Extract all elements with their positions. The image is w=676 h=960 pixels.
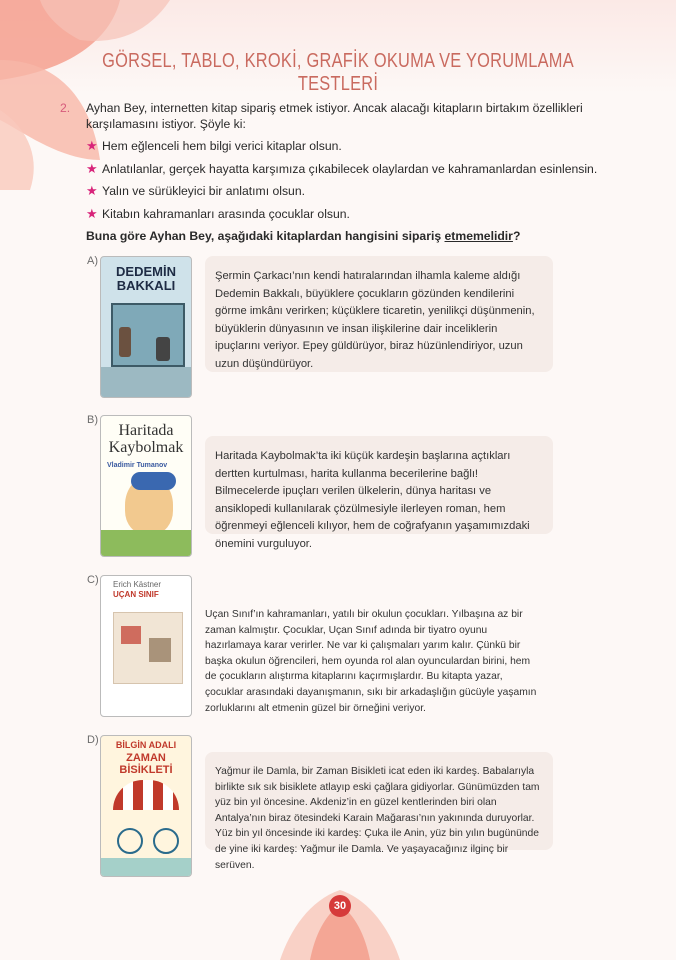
criteria-list (86, 138, 626, 228)
star-icon: ★ (86, 138, 98, 153)
cover-author: BİLGİN ADALI (115, 740, 177, 750)
option-a-description: Şermin Çarkacı’nın kendi hatıralarından ilhamla kaleme aldığı Dedemin Bakkalı, büyüklere çocukların gözünden kendilerini görme imkânı verirken; küçüklere ticaretin, yenilikçi düşünmenin, büyüklerin dünyasının ve insan ilişkilerine dair inceliklerin ipuçlarını veriyor. Epey güldürüyor, biraz hüzünlendiriyor, uzun uzun düşündürüyor. (205, 256, 553, 372)
option-d-description: Yağmur ile Damla, bir Zaman Bisikleti icat eden iki kardeş. Babalarıyla birlikte sık sık bisiklete atlayıp eski çağlara gidiyorlar. Günümüzden tam yüz bin yıl öncesine. Akdeniz’in en güzel kentlerinden biri olan Antalya’nın biraz ötesindeki Karain Mağarası’nın yakınında duruyorlar. Yüz bin yıl öncesinde iki kardeş: Çuka ile Anin, yüz bin yılın bugününde de yine iki kardeş: Yağmur ile Damla. Ve yaşayacağınız ilginç bir serüven. (205, 752, 553, 850)
bicycle-wheel (153, 828, 179, 854)
cover-title: DEDEMİN BAKKALI (116, 264, 176, 293)
sketch-illustration (113, 612, 183, 684)
criteria-item: ★ Kitabın kahramanları arasında çocuklar olsun. (86, 205, 350, 221)
option-b-letter[interactable]: B) (87, 414, 98, 426)
option-a-letter[interactable]: A) (87, 255, 98, 267)
umbrella-illustration (113, 780, 179, 810)
option-c-description: Uçan Sınıf’ın kahramanları, yatılı bir okulun çocukları. Yılbaşına az bir zaman kalmıştır. Çocuklar, Uçan Sınıf adında bir tiyatro oyunu hazırlamaya karar verirler. Ne var ki çalışmaları yarım kalır. Çünkü bir başka okulun öğrencileri, hem oyunda rol alan oyunculardan birini, hem de çocukların alıştırma kitaplarını kaçırmışlardır. Bu kitapta yazar, çocuklar arasındaki dayanışmanın, sıkı bir arkadaşlığın gücüyle yaşamın zorluklarını alt etmenin güzel bir örneğini veriyor. (205, 595, 553, 695)
criteria-item: ★ Yalın ve sürükleyici bir anlatımı olsun. (86, 183, 305, 198)
option-d-letter[interactable]: D) (87, 734, 99, 746)
cover-title: Haritada Kaybolmak (108, 422, 184, 456)
question-intro: Ayhan Bey, internetten kitap sipariş etmek istiyor. Ancak alacağı kitapların birtakım özellikleri karşılamasını istiyor. Şöyle ki: (86, 101, 583, 131)
star-icon: ★ (86, 205, 98, 221)
star-icon: ★ (86, 183, 98, 198)
cover-author: Vladimir Tumanov (107, 462, 168, 469)
option-c-letter[interactable]: C) (87, 574, 99, 586)
option-c-cover (100, 575, 192, 717)
question-prompt: Buna göre Ayhan Bey, aşağıdaki kitaplardan hangisini sipariş etmemelidir? (86, 229, 521, 243)
option-b-description: Haritada Kaybolmak’ta iki küçük kardeşin başlarına açtıkları dertten kurtulması, harita kullanma becerilerine bağlı! Bilmecelerde ipuçları verilen ülkelerin, dünya haritası ve ansiklopedi kullanılarak çözülmesiyle ilerleyen roman, hem öğrenmeyi eğlenceli kılıyor, hem de coğrafyanın yaşamımızdaki önemini vurguluyor. (205, 436, 553, 534)
cover-title: ZAMAN BİSİKLETİ (119, 752, 173, 776)
cover-author: Erich Kästner (113, 580, 162, 589)
star-icon: ★ (86, 160, 98, 176)
criteria-item: ★ Hem eğlenceli hem bilgi verici kitaplar olsun. (86, 138, 342, 153)
criteria-item: ★ Anlatılanlar, gerçek hayatta karşımıza çıkabilecek olaylardan ve kahramanlardan esinlensin. (86, 160, 598, 176)
option-d-cover (100, 735, 192, 877)
cover-title: UÇAN SINIF (113, 590, 159, 599)
question-number: 2. (60, 101, 71, 115)
option-b-cover (100, 415, 192, 557)
emphasis: etmemelidir (444, 229, 513, 243)
footer-flower-decoration (270, 880, 410, 960)
option-a-cover (100, 256, 192, 398)
bicycle-wheel (117, 828, 143, 854)
page-number: 30 (329, 895, 351, 917)
page-title: GÖRSEL, TABLO, KROKİ, GRAFİK OKUMA VE YORUMLAMA TESTLERİ (102, 50, 574, 95)
